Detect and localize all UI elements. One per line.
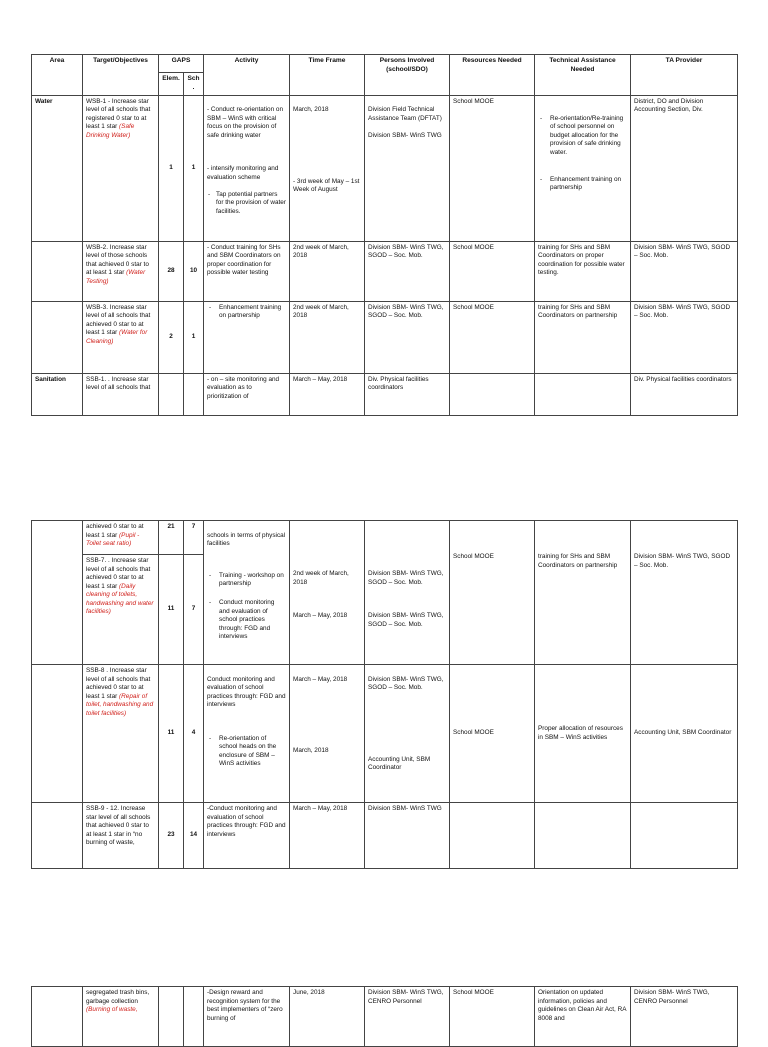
gaps-elem-cell: 11 bbox=[159, 555, 184, 665]
ta-needed-cell: training for SHs and SBM Coordinators on partnership bbox=[535, 521, 631, 665]
gaps-sch-cell: 7 bbox=[184, 521, 204, 555]
time-frame-cell: March – May, 2018 March, 2018 bbox=[290, 665, 365, 803]
table-row bbox=[32, 241, 738, 301]
ta-provider-cell: District, DO and Division Accounting Section, Div. bbox=[631, 95, 738, 241]
gaps-elem-cell bbox=[159, 987, 184, 1047]
action-plan-table-page-3 bbox=[31, 986, 738, 1047]
gaps-sch-cell bbox=[184, 373, 204, 415]
ta-provider-cell: Div. Physical facilities coordinators bbox=[631, 373, 738, 415]
target-cell: WSB-1 - Increase star level of all schools that registered 0 star to at least 1 star (Safe Drinking Water) bbox=[83, 95, 159, 241]
ta-needed-cell bbox=[535, 373, 631, 415]
header-gaps: GAPS bbox=[159, 55, 204, 73]
ta-needed-cell: Orientation on updated information, policies and guidelines on Clean Air Act, RA 8008 and bbox=[535, 987, 631, 1047]
ta-provider-cell bbox=[631, 803, 738, 869]
time-frame-cell: March – May, 2018 bbox=[290, 373, 365, 415]
time-frame-cell: 2nd week of March, 2018 bbox=[290, 301, 365, 373]
persons-cell: Div. Physical facilities coordinators bbox=[365, 373, 450, 415]
persons-cell: Division Field Technical Assistance Team (DFTAT) Division SBM- WinS TWG bbox=[365, 95, 450, 241]
persons-cell: Division SBM- WinS TWG, CENRO Personnel bbox=[365, 987, 450, 1047]
persons-cell: Division SBM- WinS TWG, SGOD – Soc. Mob. bbox=[365, 301, 450, 373]
target-cell: WSB-2. Increase star level of those schools that achieved 0 star to at least 1 star (Water Testing) bbox=[83, 241, 159, 301]
resources-cell: School MOOE bbox=[450, 987, 535, 1047]
resources-cell: School MOOE bbox=[450, 241, 535, 301]
table-row bbox=[32, 987, 738, 1047]
action-plan-table-page-1 bbox=[31, 54, 738, 416]
table-row bbox=[32, 521, 738, 555]
target-cell: WSB-3. Increase star level of all schools that achieved 0 star to at least 1 star (Water for Cleaning) bbox=[83, 301, 159, 373]
area-cell bbox=[32, 987, 83, 1047]
persons-cell: Division SBM- WinS TWG, SGOD – Soc. Mob. Accounting Unit, SBM Coordinator bbox=[365, 665, 450, 803]
target-cell: SSB-1. . Increase star level of all schools that bbox=[83, 373, 159, 415]
area-cell bbox=[32, 803, 83, 869]
ta-needed-cell: training for SHs and SBM Coordinators on partnership bbox=[535, 301, 631, 373]
ta-needed-cell: Proper allocation of resources in SBM – WinS activities bbox=[535, 665, 631, 803]
gaps-sch-cell: 1 bbox=[184, 301, 204, 373]
target-cell: SSB-9 - 12. Increase star level of all schools that achieved 0 star to at least 1 star in “no burning of waste, bbox=[83, 803, 159, 869]
target-cell: achieved 0 star to at least 1 star (Pupil - Toilet seat ratio) bbox=[83, 521, 159, 555]
time-frame-cell: June, 2018 bbox=[290, 987, 365, 1047]
time-frame-cell: March – May, 2018 bbox=[290, 803, 365, 869]
activity-cell: - Conduct re-orientation on SBM – WinS with critical focus on the provision of safe drinking water - intensify monitoring and evaluation scheme - Tap potential partners for the provision of water facilities. bbox=[204, 95, 290, 241]
action-plan-table-page-2 bbox=[31, 520, 738, 869]
activity-cell: - on – site monitoring and evaluation as to prioritization of bbox=[204, 373, 290, 415]
area-cell bbox=[32, 241, 83, 301]
ta-provider-cell: Division SBM- WinS TWG, SGOD – Soc. Mob. bbox=[631, 241, 738, 301]
ta-provider-cell: Division SBM- WinS TWG, CENRO Personnel bbox=[631, 987, 738, 1047]
header-persons-involved: Persons Involved (school/SDO) bbox=[365, 55, 450, 96]
header-ta-needed: Technical Assistance Needed bbox=[535, 55, 631, 96]
header-target: Target/Objectives bbox=[83, 55, 159, 96]
table-row bbox=[32, 803, 738, 869]
ta-provider-cell: Division SBM- WinS TWG, SGOD – Soc. Mob. bbox=[631, 301, 738, 373]
ta-needed-cell bbox=[535, 803, 631, 869]
resources-cell: School MOOE bbox=[450, 665, 535, 803]
header-time-frame: Time Frame bbox=[290, 55, 365, 96]
resources-cell: School MOOE bbox=[450, 301, 535, 373]
resources-cell bbox=[450, 373, 535, 415]
time-frame-cell: 2nd week of March, 2018 bbox=[290, 241, 365, 301]
activity-cell: schools in terms of physical facilities - Training - workshop on partnership - Conduct monitoring and evaluation of school practices through: FGD and interviews bbox=[204, 521, 290, 665]
header-activity: Activity bbox=[204, 55, 290, 96]
resources-cell: School MOOE bbox=[450, 95, 535, 241]
area-cell bbox=[32, 665, 83, 803]
header-ta-provider: TA Provider bbox=[631, 55, 738, 96]
time-frame-cell: March, 2018 - 3rd week of May – 1st Week of August bbox=[290, 95, 365, 241]
ta-provider-cell: Division SBM- WinS TWG, SGOD – Soc. Mob. bbox=[631, 521, 738, 665]
area-cell bbox=[32, 301, 83, 373]
gaps-elem-cell bbox=[159, 373, 184, 415]
gaps-elem-cell: 21 bbox=[159, 521, 184, 555]
persons-cell: Division SBM- WinS TWG bbox=[365, 803, 450, 869]
table-row bbox=[32, 373, 738, 415]
persons-cell: Division SBM- WinS TWG, SGOD – Soc. Mob. bbox=[365, 241, 450, 301]
gaps-elem-cell: 23 bbox=[159, 803, 184, 869]
activity-cell: -Design reward and recognition system for the best implementers of “zero burning of bbox=[204, 987, 290, 1047]
area-cell: Sanitation bbox=[32, 373, 83, 415]
persons-cell: Division SBM- WinS TWG, SGOD – Soc. Mob. Division SBM- WinS TWG, SGOD – Soc. Mob. bbox=[365, 521, 450, 665]
gaps-elem-cell: 2 bbox=[159, 301, 184, 373]
gaps-sch-cell: 14 bbox=[184, 803, 204, 869]
ta-provider-cell: Accounting Unit, SBM Coordinator bbox=[631, 665, 738, 803]
target-cell: SSB-7. . Increase star level of all schools that achieved 0 star to at least 1 star (Daily cleaning of toilets, handwashing and water facilities) bbox=[83, 555, 159, 665]
gaps-sch-cell: 7 bbox=[184, 555, 204, 665]
activity-cell: -Conduct monitoring and evaluation of school practices through: FGD and interviews bbox=[204, 803, 290, 869]
gaps-elem-cell: 28 bbox=[159, 241, 184, 301]
activity-cell: - Conduct training for SHs and SBM Coordinators on proper coordination for possible water testing bbox=[204, 241, 290, 301]
gaps-sch-cell: 10 bbox=[184, 241, 204, 301]
area-cell: Water bbox=[32, 95, 83, 241]
gaps-sch-cell bbox=[184, 987, 204, 1047]
header-resources-needed: Resources Needed bbox=[450, 55, 535, 96]
activity-cell: Conduct monitoring and evaluation of school practices through: FGD and interviews - Re-orientation of school heads on the enclosure of SBM – WinS activities bbox=[204, 665, 290, 803]
ta-needed-cell: training for SHs and SBM Coordinators on proper coordination for possible water testing. bbox=[535, 241, 631, 301]
table-row bbox=[32, 95, 738, 241]
target-cell: segregated trash bins, garbage collection (Burning of waste, bbox=[83, 987, 159, 1047]
gaps-elem-cell: 1 bbox=[159, 95, 184, 241]
header-area: Area bbox=[32, 55, 83, 96]
gaps-sch-cell: 4 bbox=[184, 665, 204, 803]
gaps-sch-cell: 1 bbox=[184, 95, 204, 241]
gaps-elem-cell: 11 bbox=[159, 665, 184, 803]
header-elem: Elem. bbox=[159, 73, 184, 96]
area-cell bbox=[32, 521, 83, 665]
table-row bbox=[32, 301, 738, 373]
target-cell: SSB-8 . Increase star level of all schools that achieved 0 star to at least 1 star (Repair of toilet, handwashing and toilet facilities) bbox=[83, 665, 159, 803]
header-sch: Sch . bbox=[184, 73, 204, 96]
resources-cell bbox=[450, 803, 535, 869]
resources-cell: School MOOE bbox=[450, 521, 535, 665]
ta-needed-cell: - Re-orientation/Re-training of school personnel on budget allocation for the provision of safe drinking water. - Enhancement training on partnership bbox=[535, 95, 631, 241]
time-frame-cell: 2nd week of March, 2018 March – May, 2018 bbox=[290, 521, 365, 665]
activity-cell: - Enhancement training on partnership bbox=[204, 301, 290, 373]
table-row bbox=[32, 665, 738, 803]
